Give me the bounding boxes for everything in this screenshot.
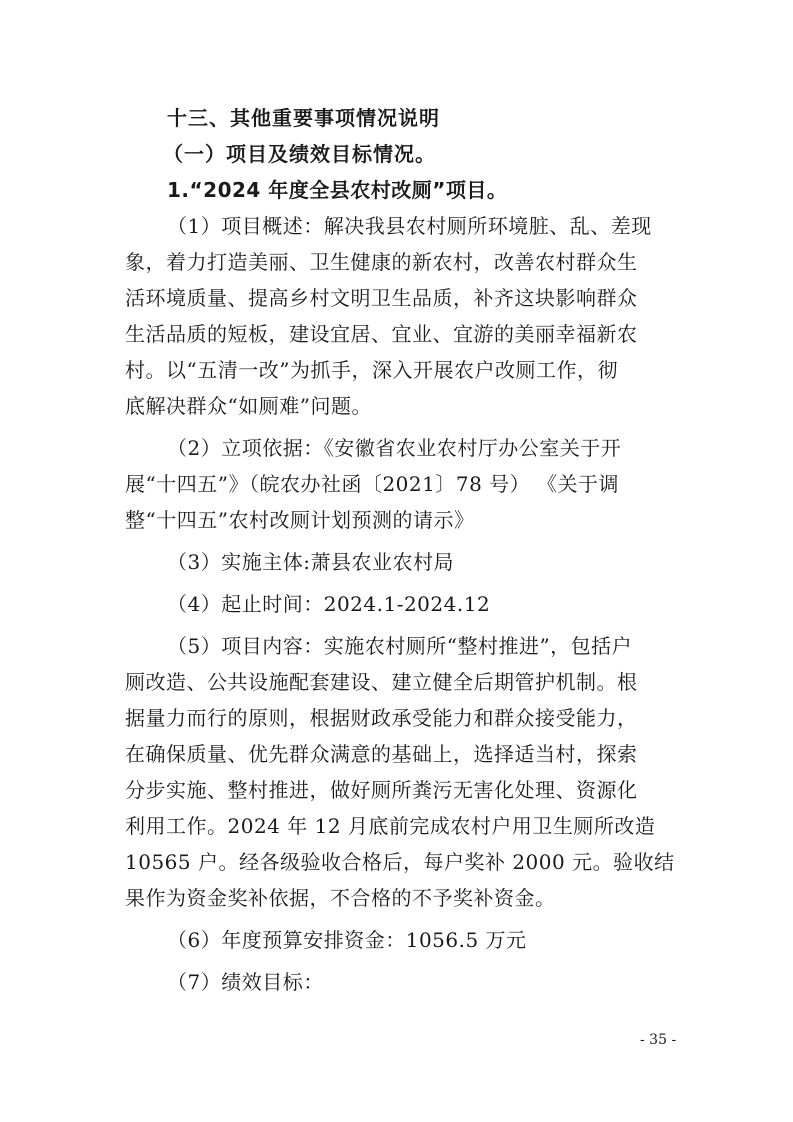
document-body (125, 100, 675, 1006)
paragraph-line: 活环境质量、提高乡村文明卫生品质，补齐这块影响群众 (125, 286, 638, 310)
paragraph-line: 分步实施、整村推进，做好厕所粪污无害化处理、资源化 (125, 778, 638, 802)
paragraph-line: 底解决群众“如厕难”问题。 (125, 394, 372, 418)
paragraph-line: 利用工作。2024 年 12 月底前完成农村户用卫生厕所改造 (125, 814, 656, 838)
paragraph-line: 生活品质的短板，建设宜居、宜业、宜游的美丽幸福新农 (125, 322, 638, 346)
subsection-heading: （一）项目及绩效目标情况。 (163, 142, 436, 166)
implementing-body-paragraph (125, 544, 670, 580)
targets-paragraph (125, 964, 670, 1000)
paragraph-line: （3）实施主体:萧县农业农村局 (167, 550, 454, 574)
period-paragraph (125, 586, 670, 622)
project-contents-paragraph (125, 628, 675, 916)
paragraph-line: 整“十四五”农村改厕计划预测的请示》 (125, 508, 475, 532)
paragraph-line: 10565 户。经各级验收合格后，每户奖补 2000 元。验收结 (125, 850, 675, 874)
paragraph-line: 在确保质量、优先群众满意的基础上，选择适当村，探索 (125, 742, 638, 766)
paragraph-line: 厕改造、公共设施配套建设、建立健全后期管护机制。根 (125, 670, 638, 694)
paragraph-line: 果作为资金奖补依据，不合格的不予奖补资金。 (125, 886, 556, 910)
paragraph-line: （7）绩效目标： (167, 970, 324, 994)
budget-paragraph (125, 922, 670, 958)
paragraph-line: 据量力而行的原则，根据财政承受能力和群众接受能力， (125, 706, 638, 730)
paragraph-line: （1）项目概述：解决我县农村厕所环境脏、乱、差现 (167, 214, 652, 238)
paragraph-line: 展“十四五”》（皖农办社函〔2021〕78 号） 《关于调 (125, 472, 620, 496)
paragraph-line: 象，着力打造美丽、卫生健康的新农村，改善农村群众生 (125, 250, 638, 274)
paragraph-line: 村。以“五清一改”为抓手，深入开展农户改厕工作，彻 (125, 358, 618, 382)
paragraph-line: （4）起止时间：2024.1-2024.12 (167, 592, 491, 616)
project-overview-paragraph (125, 208, 670, 424)
page-number: - 35 - (640, 1032, 677, 1048)
project-title: 1.“2024 年度全县农村改厕”项目。 (167, 178, 508, 202)
paragraph-line: （2）立项依据：《安徽省农业农村厅办公室关于开 (167, 436, 622, 460)
paragraph-line: （5）项目内容：实施农村厕所“整村推进”，包括户 (167, 634, 633, 658)
paragraph-line: （6）年度预算安排资金：1056.5 万元 (167, 928, 527, 952)
project-basis-paragraph (125, 430, 670, 538)
section-heading: 十三、其他重要事项情况说明 (167, 106, 440, 130)
